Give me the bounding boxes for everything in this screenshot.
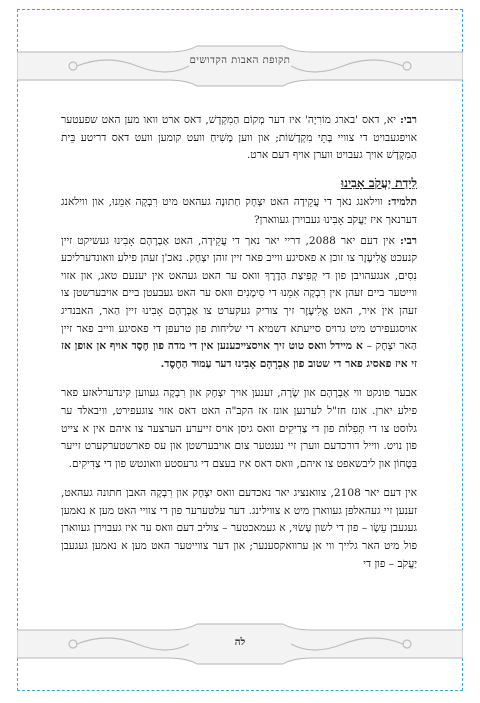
section-title: לֵידַת יַעֲקֹב אָבִינוּ bbox=[341, 175, 417, 190]
paragraph-4 bbox=[61, 385, 417, 473]
paragraph-2 bbox=[61, 194, 417, 229]
paragraph-text: אין דעם יאר 2108, צוואנציג יאר נאכדעם וואס יִצְחָק און רִבְקָה האבן חתונה געהאט, זענען זיי געהאלפן געווארן מיט א צווילינג. דער עלטערער פון די צוויי האט מען א נאמען געגעבן עֵשָׂו – פון די לשון עָשׂוּי, א געמאכטער – צוליב דעם וואס ער איז געבוירן געווארן פול מיט האר גלייך ווי אן ערוואקסענער; און דער צווייטער האט מען א נאמען געגעבן יַעֲקֹב – פון די bbox=[61, 487, 417, 570]
paragraph-5 bbox=[61, 485, 417, 573]
speaker-label: רבי: bbox=[400, 114, 417, 126]
paragraph-1 bbox=[61, 112, 417, 165]
page-number: לה bbox=[234, 637, 246, 648]
header-title: תקופת האבות הקדושים bbox=[189, 55, 291, 66]
header-ornament bbox=[17, 44, 463, 88]
speaker-label: תלמיד: bbox=[387, 196, 417, 209]
speaker-label: רבי: bbox=[399, 234, 417, 247]
paragraph-3 bbox=[61, 233, 417, 374]
paragraph-bold-text: א מיידל וואס טוט זיך אויסצייכענען אין די מדה פון חֶסֶד אויף אן אופן אז זי איז פאסיג פאר די שטוב פון אַבְרָהָם אָבִינוּ דער עַמוּד הַחֶסֶד. bbox=[61, 340, 417, 370]
paragraph-text: אבער פונקט ווי אַבְרָהָם און שָׂרָה, זענען אויך יִצְחָק און רִבְקָה געווען קינדערלאזע פאר פילע יארן. אונז חז"ל לערנען אונז אז הקב"ה האט דאס אזוי צוגעפירט, וויבאלד ער גלוסט צו די תְּפִלוֹת פון די צַדִיקִים וואס גיסן אויס זייערע הערצער צו איהם אין א צייט פון נויט. ווייל דורכדעם ווערן זיי נענטער צום אויבערשטן און עס פארשטערקערט זייער בִּטָחוֹן און ליבשאפט צו איהם, וואס דאס איז בעצם די גרעסטע וואונטש פון די צַדִיקִים. bbox=[61, 387, 417, 470]
paragraph-text: יא, דאס 'בארג מוֹרִיָה' איז דער מְקוֹם הַמִקְדָשׁ, דאס ארט וואו מען האט שפעטער אויפגעבויט די צוויי בָּתֵּי מִקְדָשׁוֹת; און ווען מָשִׁיחַ וועט קומען וועט דאס דריטע בֵּית הַמִקְדָשׁ אויך געבויט ווערן אויף דעם ארט. bbox=[61, 114, 417, 162]
paragraph-text: אין דעם יאר 2088, דריי יאר נאך די עֲקֵידָה, האט אַבְרָהָם אָבִינוּ געשיקט זיין קנעכט אֱלִיעֶזֶר צו זוכן א פאסיגע ווייב פאר זיין זוהן יִצְחָק. נאכ'ן זעהן פילע וואונדערליכע נִסִים, אנגעהויבן פון די קְפִיצַת הַדֶרֶךְ וואס ער האט געהאט אין יענעם טאג, און אזוי ווייטער ביים זעהן אין רִבְקָה אִמֵנוּ די סִימָנִים וואס ער האט געבעטן ביים אויבערשטן צו זעהן אין איר, האט אֱלִיעֶזֶר זיך צוריק געקערט צו אַבְרָהָם אָבִינוּ זיין הַאר, האבנדיג אויסגעפירט מיט גרויס סייעתא דשמיא די שליחות פון טרעפן די פאסיגע ווייב פאר זיין הַאר יִצְחָק – bbox=[61, 234, 418, 353]
page-content bbox=[61, 112, 417, 617]
paragraph-text: ווילאנג נאך די עֲקֵידָה האט יִצְחָק חַתוּנָה געהאט מיט רִבְקָה אִמֵנוּ, און ווילאנג דערנאך איז יַעֲקֹב אָבִינוּ געבוירן געווארן? bbox=[61, 196, 417, 226]
